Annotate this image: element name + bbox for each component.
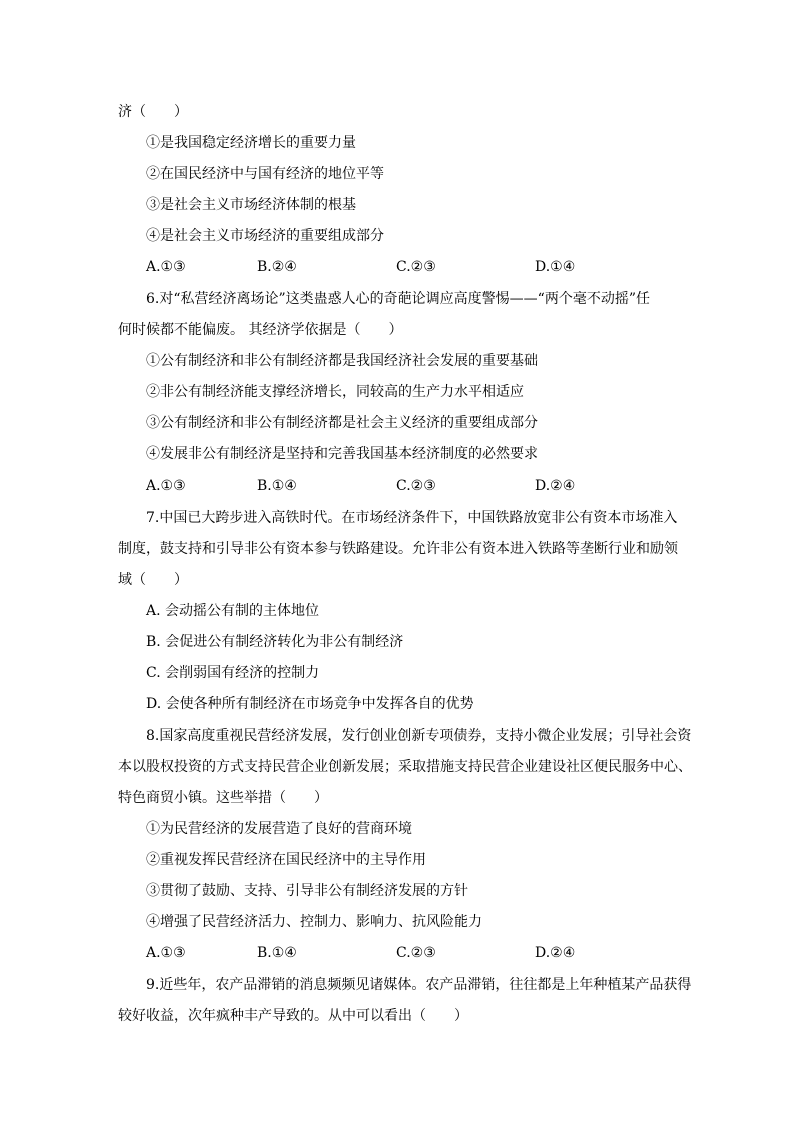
q8-option-c: C.②③: [396, 945, 436, 961]
q6-item-3: ③公有制经济和非公有制经济都是社会主义经济的重要组成部分: [146, 415, 538, 431]
q6-stem-line-1: 6.对“私营经济离场论”这类蛊惑人心的奇葩论调应高度警惕——“两个毫不动摇”任: [146, 291, 650, 307]
q5-option-a: A.①③: [146, 259, 186, 275]
q5-item-3: ③是社会主义市场经济体制的根基: [146, 197, 356, 213]
q9-stem-line-1: 9.近些年，农产品滞销的消息频频见诸媒体。农产品滞销，往往都是上年种植某产品获得: [146, 977, 692, 993]
q5-item-4: ④是社会主义市场经济的重要组成部分: [146, 228, 384, 244]
q8-option-a: A.①③: [146, 945, 186, 961]
q6-item-4: ④发展非公有制经济是坚持和完善我国基本经济制度的必然要求: [146, 446, 538, 462]
q7-choice-d: D. 会使各种所有制经济在市场竞争中发挥各自的优势: [146, 696, 474, 712]
q8-item-2: ②重视发挥民营经济在国民经济中的主导作用: [146, 852, 426, 868]
q8-item-3: ③贯彻了鼓励、支持、引导非公有制经济发展的方针: [146, 883, 468, 899]
q7-stem-line-1: 7.中国已大跨步进入高铁时代。在市场经济条件下，中国铁路放宽非公有资本市场准入: [146, 510, 678, 526]
q7-choice-b: B. 会促进公有制经济转化为非公有制经济: [146, 634, 404, 650]
q6-option-c: C.②③: [396, 478, 436, 494]
q7-stem-line-3: 域（ ）: [118, 572, 188, 588]
q5-option-d: D.①④: [535, 259, 576, 275]
q6-option-d: D.②④: [535, 478, 576, 494]
q6-item-2: ②非公有制经济能支撑经济增长，同较高的生产力水平相适应: [146, 384, 524, 400]
q8-stem-line-3: 特色商贸小镇。这些举措（ ）: [118, 790, 328, 806]
q8-item-1: ①为民营经济的发展营造了良好的营商环境: [146, 821, 412, 837]
q7-choice-a: A. 会动摇公有制的主体地位: [146, 603, 320, 619]
q6-option-a: A.①③: [146, 478, 186, 494]
q6-stem-line-2: 何时候都不能偏废。 其经济学依据是（ ）: [118, 322, 403, 338]
q5-stem-tail: 济（ ）: [118, 104, 188, 120]
q8-stem-line-1: 8.国家高度重视民营经济发展，发行创业创新专项债券，支持小微企业发展；引导社会资: [146, 728, 692, 744]
q5-item-1: ①是我国稳定经济增长的重要力量: [146, 135, 356, 151]
q9-stem-line-2: 较好收益，次年疯种丰产导致的。从中可以看出（ ）: [118, 1008, 468, 1024]
q6-item-1: ①公有制经济和非公有制经济都是我国经济社会发展的重要基础: [146, 353, 538, 369]
q7-choice-c: C. 会削弱国有经济的控制力: [146, 665, 320, 681]
q8-option-b: B.①④: [257, 945, 297, 961]
q6-option-b: B.①④: [257, 478, 297, 494]
q8-option-d: D.②④: [535, 945, 576, 961]
q8-stem-line-2: 本以股权投资的方式支持民营企业创新发展；采取措施支持民营企业建设社区便民服务中心、: [118, 759, 692, 775]
q8-item-4: ④增强了民营经济活力、控制力、影响力、抗风险能力: [146, 914, 482, 930]
q7-stem-line-2: 制度，鼓支持和引导非公有资本参与铁路建设。允许非公有资本进入铁路等垄断行业和励领: [118, 541, 678, 557]
q5-option-c: C.②③: [396, 259, 436, 275]
q5-option-b: B.②④: [257, 259, 297, 275]
q5-item-2: ②在国民经济中与国有经济的地位平等: [146, 166, 384, 182]
